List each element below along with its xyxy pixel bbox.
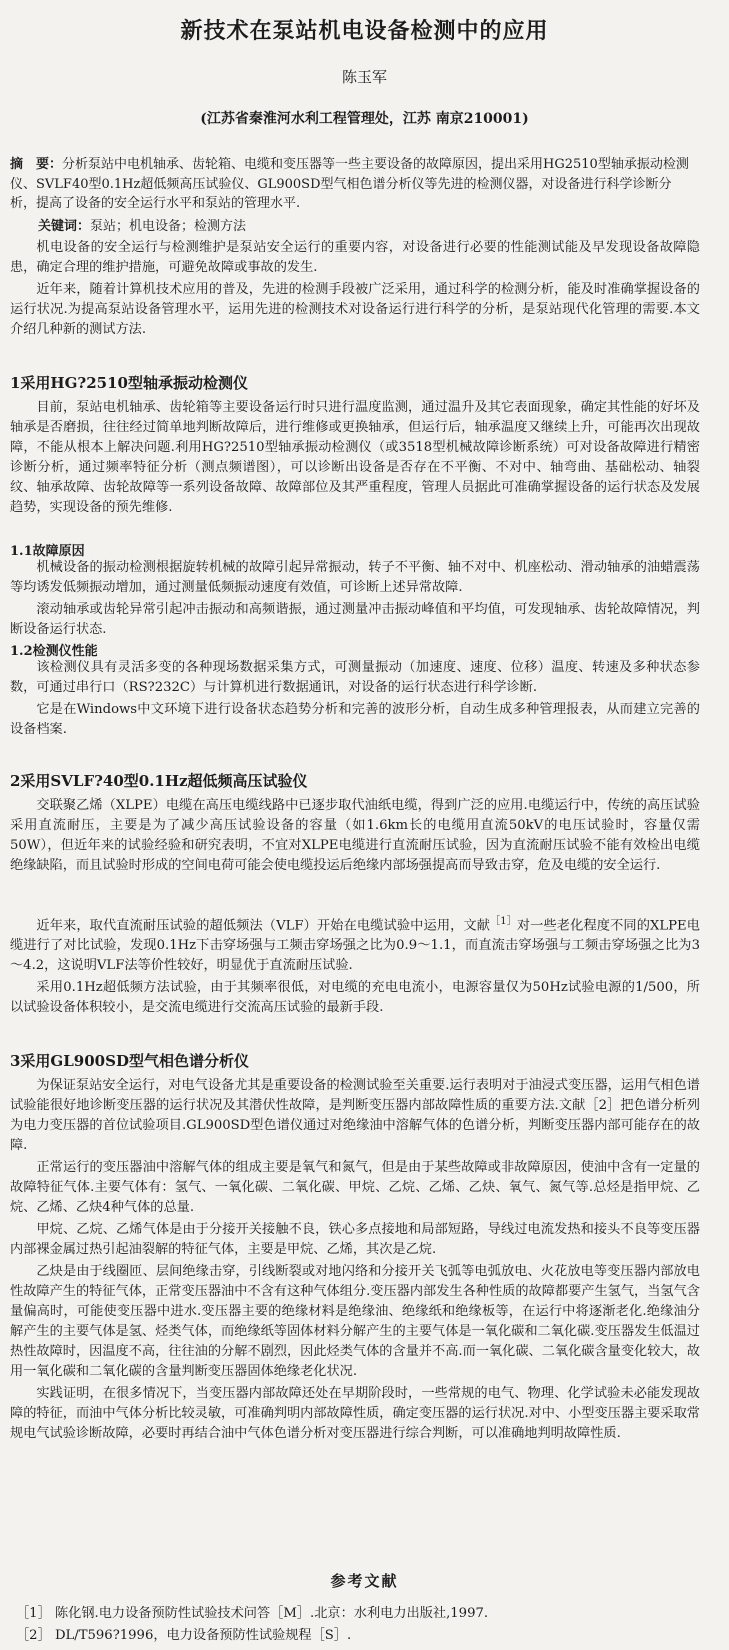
paragraph: 该检测仪具有灵活多变的各种现场数据采集方式，可测量振动（加速度、速度、位移）温度、转速及多种状态参数，可通过串行口（RS?232C）与计算机进行数据通讯，对设备的运行状态进行科学诊断.: [10, 660, 700, 695]
paragraph: 目前，泵站电机轴承、齿轮箱等主要设备运行时只进行温度监测，通过温升及其它表面现象，确定其性能的好坏及轴承是否磨损，往往经过简单地判断故障后，进行维修或更换轴承，但运行后，轴承温度又继续上升，可能再次出现故障，不能从根本上解决问题.利用HG?2510型轴承振动检测仪（或3518型机械故障诊断系统）可对设备故障进行精密诊断分析，通过频率特征分析（测点频谱图），可以诊断出设备是否存在不平衡、不对中、轴弯曲、基础松动、轴裂纹、轴承故障、齿轮故障等一系列设备故障、故障部位及其严重程度，管理人员据此可准确掌握设备的运行状态及发展趋势，实现设备的预先维修.: [10, 400, 700, 515]
citation-1: ［1］: [490, 916, 517, 927]
author-name: 陈玉军: [341, 68, 387, 86]
paper-title: 新技术在泵站机电设备检测中的应用: [180, 18, 549, 44]
section-2-body-a: [10, 796, 700, 878]
section-heading-2: 2采用SVLF?40型0.1Hz超低频高压试验仪: [10, 772, 308, 790]
paragraph: 乙炔是由于线圈匝、层间绝缘击穿，引线断裂或对地闪络和分接开关飞弧等电弧放电、火花放电等变压器内部放电性故障产生的特征气体，正常变压器油中不含有这种气体组分.变压器内部发生各种性质的故障都要产生氢气，当氢气含量偏高时，可能使变压器中进水.变压器主要的绝缘材料是绝缘油、绝缘纸和绝缘板等，在运行中将逐渐老化.绝缘油分解产生的主要气体是氢、烃类气体，而绝缘纸等固体材料分解产生的主要气体是一氧化碳和二氧化碳.变压器发生低温过热性故障时，因温度不高，往往油的分解不剧烈，因此烃类气体的含量并不高.而一氧化碳、二氧化碳含量变化较大，故用一氧化碳和二氧化碳的含量判断变压器固体绝缘老化状况.: [10, 1264, 700, 1379]
keywords-label: 关键词：: [38, 219, 91, 234]
paragraph: 正常运行的变压器油中溶解气体的组成主要是氧气和氮气，但是由于某些故障或非故障原因，使油中含有一定量的故障特征气体.主要气体有：氢气、一氧化碳、二氧化碳、甲烷、乙烷、乙烯、乙炔、氧气、氮气等.总烃是指甲烷、乙烷、乙烯、乙炔4种气体的总量.: [10, 1160, 700, 1215]
keywords-text: 泵站；机电设备；检测方法: [90, 219, 247, 234]
affiliation: (江苏省秦淮河水利工程管理处，江苏 南京210001): [200, 111, 529, 127]
keywords: [38, 215, 688, 234]
section-2-body-b: [10, 912, 700, 1020]
subsection-heading-1-1: 1.1故障原因: [10, 544, 85, 559]
paragraph: 它是在Windows中文环境下进行设备状态趋势分析和完善的波形分析，自动生成多种管理报表，从而建立完善的设备档案.: [10, 702, 700, 737]
intro-section: [10, 238, 700, 342]
text-run: 对一些老化程度不同的XLPE电缆进行了对比试验，发现0.1Hz下击穿场强与工频击穿场强之比为0.9～1.1，而直流击穿场强与工频击穿场强之比为3～4.2，这说明VLF法等价性较好，明显优于直流耐压试验.: [10, 918, 700, 974]
reference-item: ［1］ 陈化钢.电力设备预防性试验技术问答［M］.北京：水利电力出版社,1997.: [16, 1606, 489, 1621]
subsection-1-1-body: [10, 558, 700, 642]
paragraph: 机电设备的安全运行与检测维护是泵站安全运行的重要内容，对设备进行必要的性能测试能及早发现设备故障隐患，确定合理的维护措施，可避免故障或事故的发生.: [10, 240, 700, 275]
subsection-heading-1-2: 1.2检测仪性能: [10, 644, 98, 659]
reference-item: ［2］ DL/T596?1996，电力设备预防性试验规程［S］.: [16, 1628, 352, 1643]
abstract: [10, 155, 690, 214]
paragraph: [10, 912, 700, 976]
abstract-text: 分析泵站中电机轴承、齿轮箱、电缆和变压器等一些主要设备的故障原因，提出采用HG2510型轴承振动检测仪、SVLF40型0.1Hz超低频高压试验仪、GL900SD型气相色谱分析仪等先进的检测仪器，对设备进行科学诊断分析，提高了设备的安全运行水平和泵站的管理水平.: [10, 157, 689, 211]
section-heading-3: 3采用GL900SD型气相色谱分析仪: [10, 1052, 249, 1070]
section-3-body: [10, 1076, 700, 1446]
text-run: 近年来，取代直流耐压试验的超低频法（VLF）开始在电缆试验中运用，文献: [36, 918, 491, 934]
paragraph: 交联聚乙烯（XLPE）电缆在高压电缆线路中已逐步取代油纸电缆，得到广泛的应用.电缆运行中，传统的高压试验采用直流耐压，主要是为了减少高压试验设备的容量（如1.6km长的电缆用直流50kV的电压试验时，容量仅需50W），但近年来的试验经验和研究表明，不宜对XLPE电缆进行直流耐压试验，因为直流耐压试验不能有效检出电缆绝缘缺陷，而且试验时形成的空间电荷可能会使电缆投运后绝缘内部场强提高而导致击穿，危及电缆的安全运行.: [10, 798, 700, 873]
section-1-body: [10, 398, 700, 520]
section-heading-1: 1采用HG?2510型轴承振动检测仪: [10, 374, 248, 392]
references-heading: 参考文献: [330, 1572, 399, 1590]
paragraph: 机械设备的振动检测根据旋转机械的故障引起异常振动，转子不平衡、轴不对中、机座松动、滑动轴承的油蜡震荡等均诱发低频振动增加，通过测量低频振动速度有效值，可诊断上述异常故障.: [10, 560, 700, 595]
paragraph: 实践证明，在很多情况下，当变压器内部故障还处在早期阶段时，一些常规的电气、物理、化学试验未必能发现故障的特征，而油中气体分析比较灵敏，可准确判明内部故障性质，确定变压器的运行状况.对中、小型变压器主要采取常规电气试验诊断故障，必要时再结合油中气体色谱分析对变压器进行综合判断，可以准确地判明故障性质.: [10, 1386, 700, 1441]
paragraph: 采用0.1Hz超低频方法试验，由于其频率很低，对电缆的充电电流小，电源容量仅为50Hz试验电源的1/500，所以试验设备体积较小，是交流电缆进行交流高压试验的最新手段.: [10, 980, 700, 1016]
abstract-label: 摘 要：: [10, 157, 63, 172]
paragraph: 甲烷、乙烷、乙烯气体是由于分接开关接触不良，铁心多点接地和局部短路，导线过电流发热和接头不良等变压器内部裸金属过热引起油裂解的特征气体，主要是甲烷、乙烯，其次是乙烷.: [10, 1222, 700, 1257]
paragraph: 近年来，随着计算机技术应用的普及，先进的检测手段被广泛采用，通过科学的检测分析，能及时准确掌握设备的运行状况.为提高泵站设备管理水平，运用先进的检测技术对设备运行进行科学的分析，是泵站现代化管理的需要.本文介绍几种新的测试方法.: [10, 282, 700, 337]
paragraph: 滚动轴承或齿轮异常引起冲击振动和高频谐振，通过测量冲击振动峰值和平均值，可发现轴承、齿轮故障情况，判断设备运行状态.: [10, 602, 700, 637]
paragraph: 为保证泵站安全运行，对电气设备尤其是重要设备的检测试验至关重要.运行表明对于油浸式变压器，运用气相色谱试验能很好地诊断变压器的运行状况及其潜伏性故障，是判断变压器内部故障性质的重要方法.文献［2］把色谱分析列为电力变压器的首位试验项目.GL900SD型色谱仪通过对绝缘油中溶解气体的色谱分析，判断变压器内部可能存在的故障.: [10, 1078, 700, 1153]
subsection-1-2-body: [10, 658, 700, 742]
